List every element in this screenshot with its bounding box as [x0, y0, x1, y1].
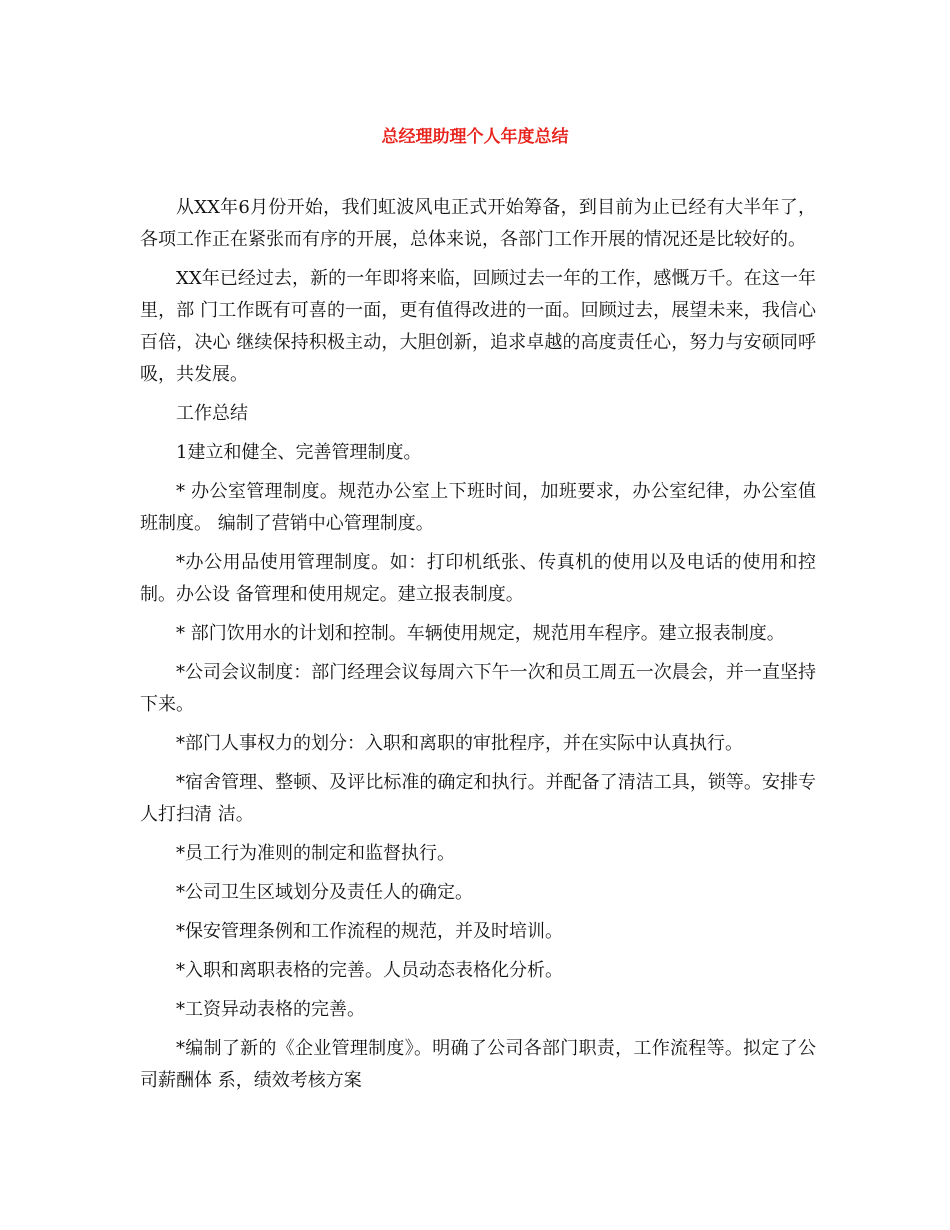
list-heading-management-system: 1建立和健全、完善管理制度。: [176, 442, 422, 463]
list-item: *公司会议制度：部门经理会议每周六下午一次和员工周五一次晨会，并一直坚持下来。: [140, 662, 816, 715]
review-paragraph: XX年已经过去，新的一年即将来临，回顾过去一年的工作，感慨万千。在这一年里，部 门工作既有可喜的一面，更有值得改进的一面。回顾过去，展望未来，我信心百倍，决心 继续保持积极主动，大胆创新，追求卓越的高度责任心，努力与安硕同呼吸，共发展。: [140, 268, 816, 385]
list-item: *编制了新的《企业管理制度》。明确了公司各部门职责，工作流程等。拟定了公司薪酬体 系，绩效考核方案: [140, 1038, 816, 1091]
list-item: *办公用品使用管理制度。如：打印机纸张、传真机的使用以及电话的使用和控制。办公设 备管理和使用规定。建立报表制度。: [140, 552, 816, 605]
list-item: * 部门饮用水的计划和控制。车辆使用规定，规范用车程序。建立报表制度。: [176, 623, 785, 644]
list-item: *保安管理条例和工作流程的规范，并及时培训。: [176, 921, 563, 942]
list-item: *公司卫生区域划分及责任人的确定。: [176, 882, 473, 903]
document-title: 总经理助理个人年度总结: [381, 127, 569, 147]
list-item: *入职和离职表格的完善。人员动态表格化分析。: [176, 960, 563, 981]
list-item: *部门人事权力的划分：入职和离职的审批程序，并在实际中认真执行。: [176, 733, 743, 754]
list-item: *员工行为准则的制定和监督执行。: [176, 843, 455, 864]
document-body: [140, 192, 816, 1104]
intro-paragraph: 从XX年6月份开始，我们虹波风电正式开始筹备，到目前为止已经有大半年了，各项工作正在紧张而有序的开展，总体来说，各部门工作开展的情况还是比较好的。: [140, 197, 816, 250]
section-heading-work-summary: 工作总结: [176, 403, 248, 424]
list-item: *宿舍管理、整顿、及评比标准的确定和执行。并配备了清洁工具，锁等。安排专人打扫清 洁。: [140, 772, 816, 825]
list-item: *工资异动表格的完善。: [176, 999, 365, 1020]
list-item: * 办公室管理制度。规范办公室上下班时间，加班要求，办公室纪律，办公室值班制度。 编制了营销中心管理制度。: [140, 481, 816, 534]
